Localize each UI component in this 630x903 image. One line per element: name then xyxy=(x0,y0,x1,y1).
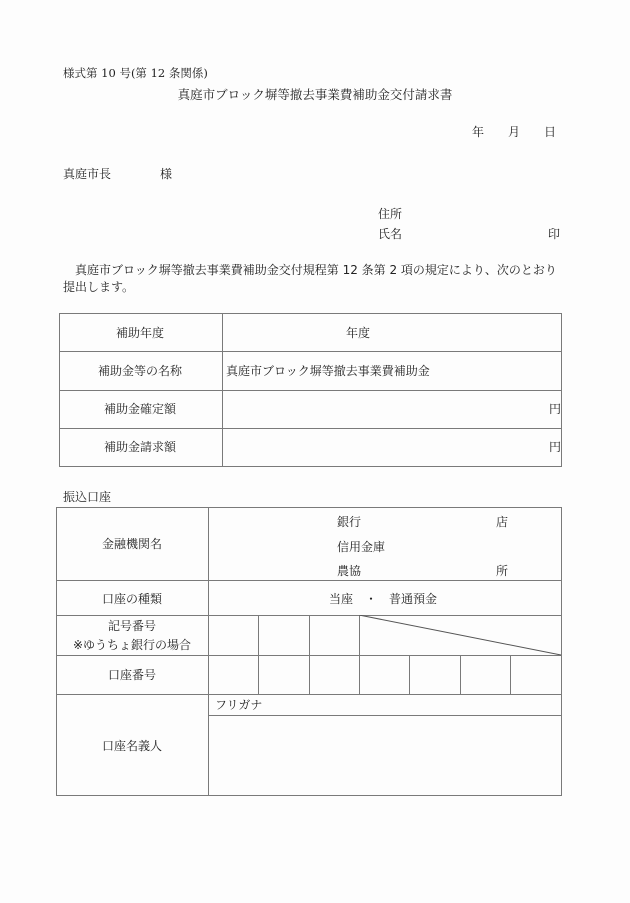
addressee-name: 真庭市長 xyxy=(63,167,112,181)
account-holder-label: 口座名義人 xyxy=(101,739,163,753)
form-number: 様式第 10 号(第 12 条関係) xyxy=(63,66,208,80)
branch-suffix-office: 所 xyxy=(496,564,509,578)
year-suffix: 年度 xyxy=(345,326,371,340)
yen-unit: 円 xyxy=(549,402,562,416)
yen-unit: 円 xyxy=(549,440,562,454)
date-year-label: 年 xyxy=(472,125,485,139)
account-digit-field[interactable] xyxy=(461,656,510,694)
type-bank: 銀行 xyxy=(337,515,362,529)
page-title: 真庭市ブロック塀等撤去事業費補助金交付請求書 xyxy=(177,87,453,102)
table-border xyxy=(59,351,562,352)
address-label: 住所 xyxy=(378,207,403,221)
account-digit-field[interactable] xyxy=(410,656,460,694)
row-label-subsidy-name: 補助金等の名称 xyxy=(97,364,183,378)
institution-label: 金融機関名 xyxy=(101,537,163,551)
bank-section-heading: 振込口座 xyxy=(63,490,112,504)
body-text-line2: 提出します。 xyxy=(63,280,135,294)
symbol-digit-field[interactable] xyxy=(259,616,309,655)
account-digit-field[interactable] xyxy=(360,656,409,694)
table-border xyxy=(56,795,562,796)
subsidy-name-value: 真庭市ブロック塀等撤去事業費補助金 xyxy=(226,364,430,378)
request-amount-field[interactable] xyxy=(223,429,545,466)
date-month-label: 月 xyxy=(508,125,521,139)
branch-suffix-store: 店 xyxy=(496,515,509,529)
body-text-line1: 真庭市ブロック塀等撤去事業費補助金交付規程第 12 条第 2 項の規定により、次のとおり xyxy=(75,263,557,277)
account-digit-field[interactable] xyxy=(511,656,561,694)
furigana-label: フリガナ xyxy=(215,698,263,712)
date-day-label: 日 xyxy=(544,125,557,139)
name-label: 氏名 xyxy=(378,227,403,241)
symbol-digit-field[interactable] xyxy=(310,616,359,655)
account-type-label: 口座の種類 xyxy=(101,592,163,606)
table-border xyxy=(59,313,60,467)
table-border xyxy=(56,580,562,581)
table-border xyxy=(56,507,57,796)
type-credit-union: 信用金庫 xyxy=(337,540,386,554)
account-digit-field[interactable] xyxy=(310,656,359,694)
account-digit-field[interactable] xyxy=(259,656,309,694)
addressee-honorific: 様 xyxy=(160,167,173,181)
seal-label: 印 xyxy=(548,227,561,241)
table-border xyxy=(561,313,562,467)
account-holder-name-field[interactable] xyxy=(209,716,561,795)
account-type-options[interactable]: 当座 ・ 普通預金 xyxy=(329,592,438,606)
symbol-number-label: 記号番号 xyxy=(107,619,157,633)
symbol-digit-field[interactable] xyxy=(209,616,258,655)
account-number-label: 口座番号 xyxy=(107,668,157,682)
confirmed-amount-field[interactable] xyxy=(223,391,545,428)
year-field[interactable] xyxy=(223,314,561,351)
row-label-request-amount: 補助金請求額 xyxy=(103,440,177,454)
symbol-number-note: ※ゆうちょ銀行の場合 xyxy=(72,638,192,652)
diagonal-strike xyxy=(359,615,562,656)
account-digit-field[interactable] xyxy=(209,656,258,694)
row-label-year: 補助年度 xyxy=(115,326,165,340)
furigana-field[interactable] xyxy=(270,695,561,715)
type-agri-coop: 農協 xyxy=(337,564,362,578)
table-border xyxy=(59,466,562,467)
row-label-confirmed-amount: 補助金確定額 xyxy=(103,402,177,416)
